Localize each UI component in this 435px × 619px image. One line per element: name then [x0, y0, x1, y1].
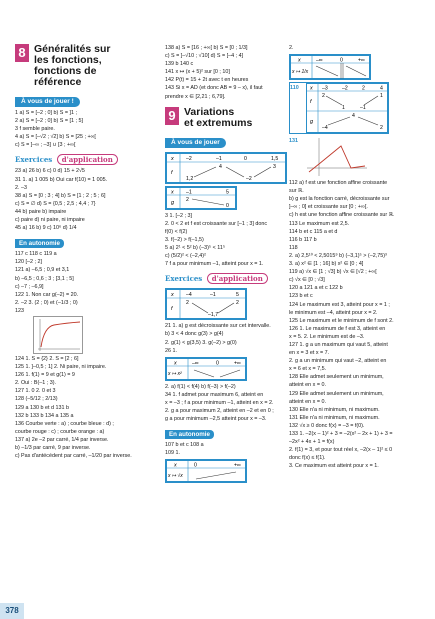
answer-line: 130 Elle n'a ni minimum, ni maximum. — [289, 406, 380, 413]
table-cell-text: 3 — [273, 163, 276, 170]
answer-line: 26 1. — [165, 347, 177, 354]
answer-line: c) S = ∅ d) S = {0,5 ; 2,5 ; 4,4 ; 7} — [15, 200, 96, 207]
answer-line: 123 — [15, 307, 24, 314]
table-cell-text: 5 — [226, 189, 229, 196]
table-cell-text: f — [171, 306, 173, 313]
table-cell-text: 0 — [226, 202, 229, 209]
table-cell-text: x — [171, 292, 174, 299]
exercises-label: Exercices — [15, 155, 53, 165]
answer-line: 31 1. a) 1 005 b) Oui car f(10) = 1 005. — [15, 176, 108, 183]
answer-line: 137 a) 2e –2 par carré, 1/4 par inverse. — [15, 436, 109, 443]
answer-line: atteint en x = 0. — [289, 382, 327, 389]
column-middle — [165, 44, 287, 485]
table-cell-text: 1,5 — [271, 155, 279, 162]
answer-line: 132 √x ≥ 0 donc f(x) = –3 = f(0). — [289, 422, 365, 429]
answer-line: 1 a) S = [–2 ; 0] b) S = ]1 ; — [15, 110, 78, 116]
exercises-heading-9 — [165, 268, 287, 286]
table-cell-text: 0 — [216, 360, 219, 367]
title-line: les fonctions, — [34, 54, 102, 66]
item-2-label: 2. — [289, 45, 294, 51]
answer-line: 23 a) 26 b) 6 c) 0 d) 15 + 2√5 — [15, 168, 85, 175]
answer-line: 129 Elle admet seulement un minimum, — [289, 390, 384, 397]
answer-line: 21 1. a) g est décroissante sur cet intervalle. — [165, 323, 271, 330]
answer-line: en x = 3 et x = 7. — [289, 350, 330, 357]
answer-line: b) –6,5 ; 0,6 ; 3 ; [3,1 ; 5] — [15, 275, 74, 282]
answer-line: 107 b et c 108 a — [165, 442, 204, 449]
table-cell-text: f — [310, 99, 312, 106]
table-cell-text: 2 — [362, 85, 365, 92]
table-cell-text: –2 — [246, 175, 252, 182]
answer-line: x = –3 ; f a pour minimum –1, atteint en x = 2. — [165, 399, 274, 406]
answer-line: c) √x ∈ [0 ; √3] — [289, 277, 325, 284]
answer-line: 128 Elle admet seulement un minimum, — [289, 374, 384, 381]
answer-line: x = 5. 2. Le minimum est de –3. — [289, 333, 365, 340]
table-cell-text: 2 — [186, 196, 189, 203]
table-cell-text: x — [171, 155, 174, 162]
chapter-number: 8 — [15, 44, 29, 62]
title-line: Variations — [184, 105, 235, 118]
answer-line: c) (5/2)² < (–2,4)² — [165, 253, 206, 260]
answer-line: le minimum est –4, atteint pour x = 2. — [289, 309, 378, 316]
answer-line: b) –1/3 par carré, 9 par inverse. — [15, 445, 91, 451]
variation-table-1 — [165, 152, 287, 184]
table-cell-text: 2 — [186, 300, 189, 307]
table-cell-text: x — [171, 189, 174, 196]
title-line: fonctions de — [34, 65, 97, 77]
quiz-heading: À vous de jouer — [165, 138, 226, 148]
table-cell-text: x — [298, 57, 301, 64]
table-cell-text: 0 — [244, 155, 247, 162]
answer-line: 5 a) 2¹ < 5² b) (–3)⁵ < 11⁵ — [165, 245, 226, 252]
answer-line: 127 1. 0 2. 0 et 3 — [15, 388, 56, 395]
chapter-title — [34, 44, 110, 88]
quiz-heading: À vous de jouer ! — [15, 97, 80, 107]
quiz-answers — [15, 109, 143, 149]
answer-line: 124 1. S = {2} 2. S = [2 ; 6] — [15, 355, 79, 362]
answer-line: 2. –2 3. (2 ; 0) et (–1/3 ; 0) — [15, 299, 78, 306]
answer-line: 3. f(–2) > f(–1,5) — [165, 236, 204, 243]
answer-line: 113 Le maximum est 2,5. — [289, 220, 350, 227]
table-cell-text: 1 — [342, 105, 345, 112]
variation-table-109 — [165, 459, 247, 483]
title-line: référence — [34, 76, 82, 88]
answer-line: 2. a) 2,5¹⁰ < 2,5015⁹ b) (–3,1)⁵ > (–2,75)³ — [289, 252, 387, 259]
answer-line: ]–∞ ; 0] et croissante sur [0 ; +∞[. — [289, 204, 368, 211]
answer-line: 126 1. Le maximum de f est 3, atteint en — [289, 325, 386, 332]
table-cell-text: 4 — [380, 85, 383, 92]
answer-line: 38 a) S = [0 ; 3 ; 4] b) S = [1 ; 2 ; 5 ; 6] — [15, 192, 106, 199]
page-number: 378 — [0, 603, 24, 619]
table-cell-text: x — [174, 462, 177, 469]
table-cell-text: x ↦ √x — [168, 473, 183, 480]
answer-line: 2. f(1) = 3, et pour tout réel x, –2(x – 1)² ≤ 0 — [289, 447, 393, 454]
answer-line: 109 1. — [165, 450, 180, 457]
answer-line: c) –7 ; –6,9] — [15, 283, 44, 290]
application-label: d'application — [207, 273, 268, 284]
table-cell-text: 2 — [236, 300, 239, 307]
answer-line: courbe rouge : c) ; courbe orange : a) — [15, 428, 105, 435]
answer-line: 7 f a pour minimum –1, atteint pour x = 1. — [165, 261, 264, 268]
answer-line: 118 — [289, 244, 298, 251]
answer-line: 125 1. ]–0,5 ; 1] 2. Ni paire, ni impaire. — [15, 364, 107, 371]
training-heading-9: En autonomie — [165, 430, 214, 439]
chapter-8-header — [15, 44, 143, 88]
answer-line: 142 P(t) = 15 + 2t avec t en heures — [165, 77, 249, 84]
answer-line: prendre x ∈ [2,21 ; 6,79]. — [165, 93, 226, 100]
answer-line: 2. 0 < 2 et f est croissante sur [–1 ; 3] donc — [165, 220, 268, 227]
exercises-heading — [15, 149, 143, 167]
table-cell-text: g — [171, 199, 175, 206]
answer-line: 119 a) √x ∈ [1 ; √3] b) √x ∈ [√2 ; +∞[ — [289, 269, 377, 276]
answer-line: x = 6 et x = 7,5. — [289, 366, 327, 373]
table-cell-text: 0 — [194, 462, 197, 469]
graph-figure-131 — [289, 136, 369, 178]
answer-line: 114 b et c 115 a et d — [289, 228, 338, 235]
training-heading: En autonomie — [15, 239, 64, 248]
table-cell-text: 0 — [340, 57, 343, 64]
answer-line: 141 x ↦ (x + 5)² sur [0 ; 10] — [165, 69, 230, 76]
answer-line: 131 Elle n'a ni minimum, ni maximum. — [289, 414, 380, 421]
answer-line: 4 a) S = [–√2 ; √2] b) S = [25 ; +∞[ — [15, 134, 96, 141]
answer-line: 121 a) –6,5 ; 0,9 et 3,1 — [15, 267, 70, 274]
answer-line: 2. g a un minimum qui vaut –2, atteint en — [289, 358, 387, 365]
table-cell-text: 110 — [290, 85, 299, 92]
answer-line: 112 a) f est une fonction affine croissante — [289, 180, 388, 187]
variation-table-2 — [289, 54, 371, 80]
curve-figure-123 — [33, 316, 83, 354]
table-cell-text: +∞ — [234, 360, 241, 367]
table-cell-text: 4 — [219, 163, 222, 170]
variation-table-110 — [289, 82, 389, 134]
answer-line: 120 a 121 a et c 122 b — [289, 285, 343, 292]
answer-line: 127 1. g a un maximum qui vaut 5, atteint — [289, 341, 388, 348]
exercise-answers-9 — [165, 322, 287, 354]
table-cell-text: –∞ — [192, 360, 199, 367]
exercise-answers-9b — [165, 383, 287, 423]
answer-line: 125 Le maximum et le minimum de f sont 2. — [289, 317, 394, 324]
table-cell-text: –1 — [216, 155, 222, 162]
answer-line: 132 b 133 b 134 a 135 a — [15, 412, 74, 419]
right-answers — [289, 179, 423, 470]
column-right — [289, 44, 423, 470]
answer-line: b) g est la fonction carré, décroissante sur — [289, 196, 390, 203]
table-cell-text: –1,7 — [208, 312, 219, 319]
answer-line: f(0) < f(2) — [165, 228, 188, 235]
table-cell-text: –∞ — [316, 57, 323, 64]
answer-line: sur ℝ. — [289, 188, 304, 195]
table-cell-text: –4 — [322, 125, 328, 132]
exercises-label: Exercices — [165, 274, 203, 284]
table-cell-text: 131 — [289, 138, 298, 145]
table-cell-text: –1 — [210, 292, 216, 299]
table-cell-text: 1,2 — [186, 175, 194, 182]
answer-line: 133 1. –2(x – 1)² + 3 = –2(x² – 2x + 1) + 3 = — [289, 431, 393, 437]
table-cell-text: +∞ — [358, 57, 365, 64]
answer-line: 2 a) S = [–2 ; 0] b) S = [1 ; 5] — [15, 118, 84, 125]
variation-table-26 — [165, 357, 247, 381]
answer-line: 2. a) f(1) < f(4) b) f(–3) > f(–2) — [165, 383, 236, 390]
exercise-answers — [15, 167, 143, 232]
answer-line: 3 1. [–2 ; 3] — [165, 212, 192, 219]
table-cell-text: –1 — [360, 105, 366, 112]
training-answers-2 — [15, 355, 143, 460]
table-cell-text: 5 — [236, 292, 239, 299]
answer-line: 2. Oui : B(–1 ; 3). — [15, 380, 57, 387]
variation-table-15 — [165, 288, 247, 320]
answer-line: c) Pas d'antécédent par carré, –1/20 par inverse. — [15, 453, 132, 460]
answer-line: 117 c 118 c 119 a — [15, 251, 57, 258]
answer-line: g a pour minimum –2,5 atteint pour x = –3. — [165, 416, 267, 423]
table-cell-text: g — [310, 119, 314, 126]
title-line: et extremums — [184, 116, 253, 129]
table-cell-text: f — [171, 169, 173, 176]
answer-line: 2. g a pour maximum 2, atteint en –2 et en 0 ; — [165, 407, 274, 414]
column-left — [15, 44, 143, 460]
answer-line: 34 1. f admet pour maximum 6, atteint en — [165, 391, 264, 398]
training-answers — [15, 250, 143, 315]
answer-line: 128 (–5/12 ; 2/13) — [15, 396, 58, 403]
table-cell-text: x — [310, 85, 313, 92]
answer-line: atteint en x = 0. — [289, 398, 327, 405]
quiz-answers-9 — [165, 212, 287, 269]
table-cell-text: +∞ — [234, 462, 241, 469]
answer-line: 129 a 130 b et d 131 b — [15, 404, 69, 411]
table-cell-text: x — [174, 360, 177, 367]
table-cell-text: x ↦ x² — [168, 370, 182, 377]
table-cell-text: 4 — [352, 113, 355, 120]
answer-line: 136 Courbe verte : a) ; courbe bleue : d) ; — [15, 420, 114, 427]
table-cell-text: –3 — [322, 85, 328, 92]
answer-line: b) 3 < 4 donc g(3) > g(4) — [165, 331, 224, 338]
answer-line: 139 b 140 c — [165, 61, 194, 68]
table-cell-text: 1 — [380, 93, 383, 100]
training-answers-9 — [165, 441, 287, 457]
table-cell-text: 2 — [322, 93, 325, 100]
chapter-title — [184, 107, 252, 129]
answer-line: 126 1. f(1) = 9 et g(1) = 9 — [15, 372, 75, 379]
title-line: Généralités sur — [34, 43, 111, 55]
answer-line: 138 a) S = [16 ; +∞[ b) S = [0 ; 1/3] — [165, 45, 248, 51]
application-label: d'application — [57, 154, 118, 165]
answer-line: –2x² + 4x + 1 = f(x) — [289, 439, 335, 446]
answer-line: 44 b) paire b) impaire — [15, 208, 67, 215]
chapter-number: 9 — [165, 107, 179, 125]
chapter-9-header — [165, 107, 287, 129]
table-cell-text: –4 — [186, 292, 192, 299]
answer-line: 116 b 117 b — [289, 236, 317, 243]
answer-line: 124 Le maximum est 3, atteint pour x = 1 ; — [289, 301, 390, 308]
answer-line: 2. g(1) < g(3,5) 3. g(–2) > g(0) — [165, 339, 237, 346]
answer-line: 2. –3 — [15, 184, 27, 191]
answer-line: 45 a) 16 b) 9 c) 10⁶ d) 1/4 — [15, 225, 77, 232]
answer-line: c) paire d) ni paire, ni impaire — [15, 217, 85, 224]
table-cell-text: 2 — [380, 125, 383, 132]
answer-line: 3 f semble paire. — [15, 126, 55, 133]
middle-top-answers — [165, 44, 287, 101]
answer-line: donc f(x) ≤ f(1). — [289, 455, 326, 462]
table-cell-text: –1 — [186, 189, 192, 196]
answer-line: 123 b et c — [289, 293, 313, 300]
answer-line: c) S = ]–∞ ; –3] ∪ [3 ; +∞[ — [15, 142, 76, 149]
table-cell-text: x ↦ 1/x — [292, 69, 309, 76]
answer-line: 122 1. Non car g(–2) = 20. — [15, 291, 79, 298]
answer-line: 143 Si x = AD (et donc AB = 9 – x), il faut — [165, 85, 263, 92]
answer-line: 3. Ce maximum est atteint pour x = 1. — [289, 463, 379, 470]
answer-line: c) h est une fonction affine croissante sur ℝ. — [289, 212, 395, 219]
table-cell-text: –2 — [342, 85, 348, 92]
answer-line: 3. a) x² ∈ [1 ; 16] b) x² ∈ [0 ; 4] — [289, 261, 364, 268]
answer-line: c) S = ]–√10 ; √10[ d) S = [–4 ; 4] — [165, 53, 244, 60]
answer-line: 120 [–2 ; 2] — [15, 259, 42, 266]
table-cell-text: –2 — [186, 155, 192, 162]
variation-table-3 — [165, 186, 237, 210]
